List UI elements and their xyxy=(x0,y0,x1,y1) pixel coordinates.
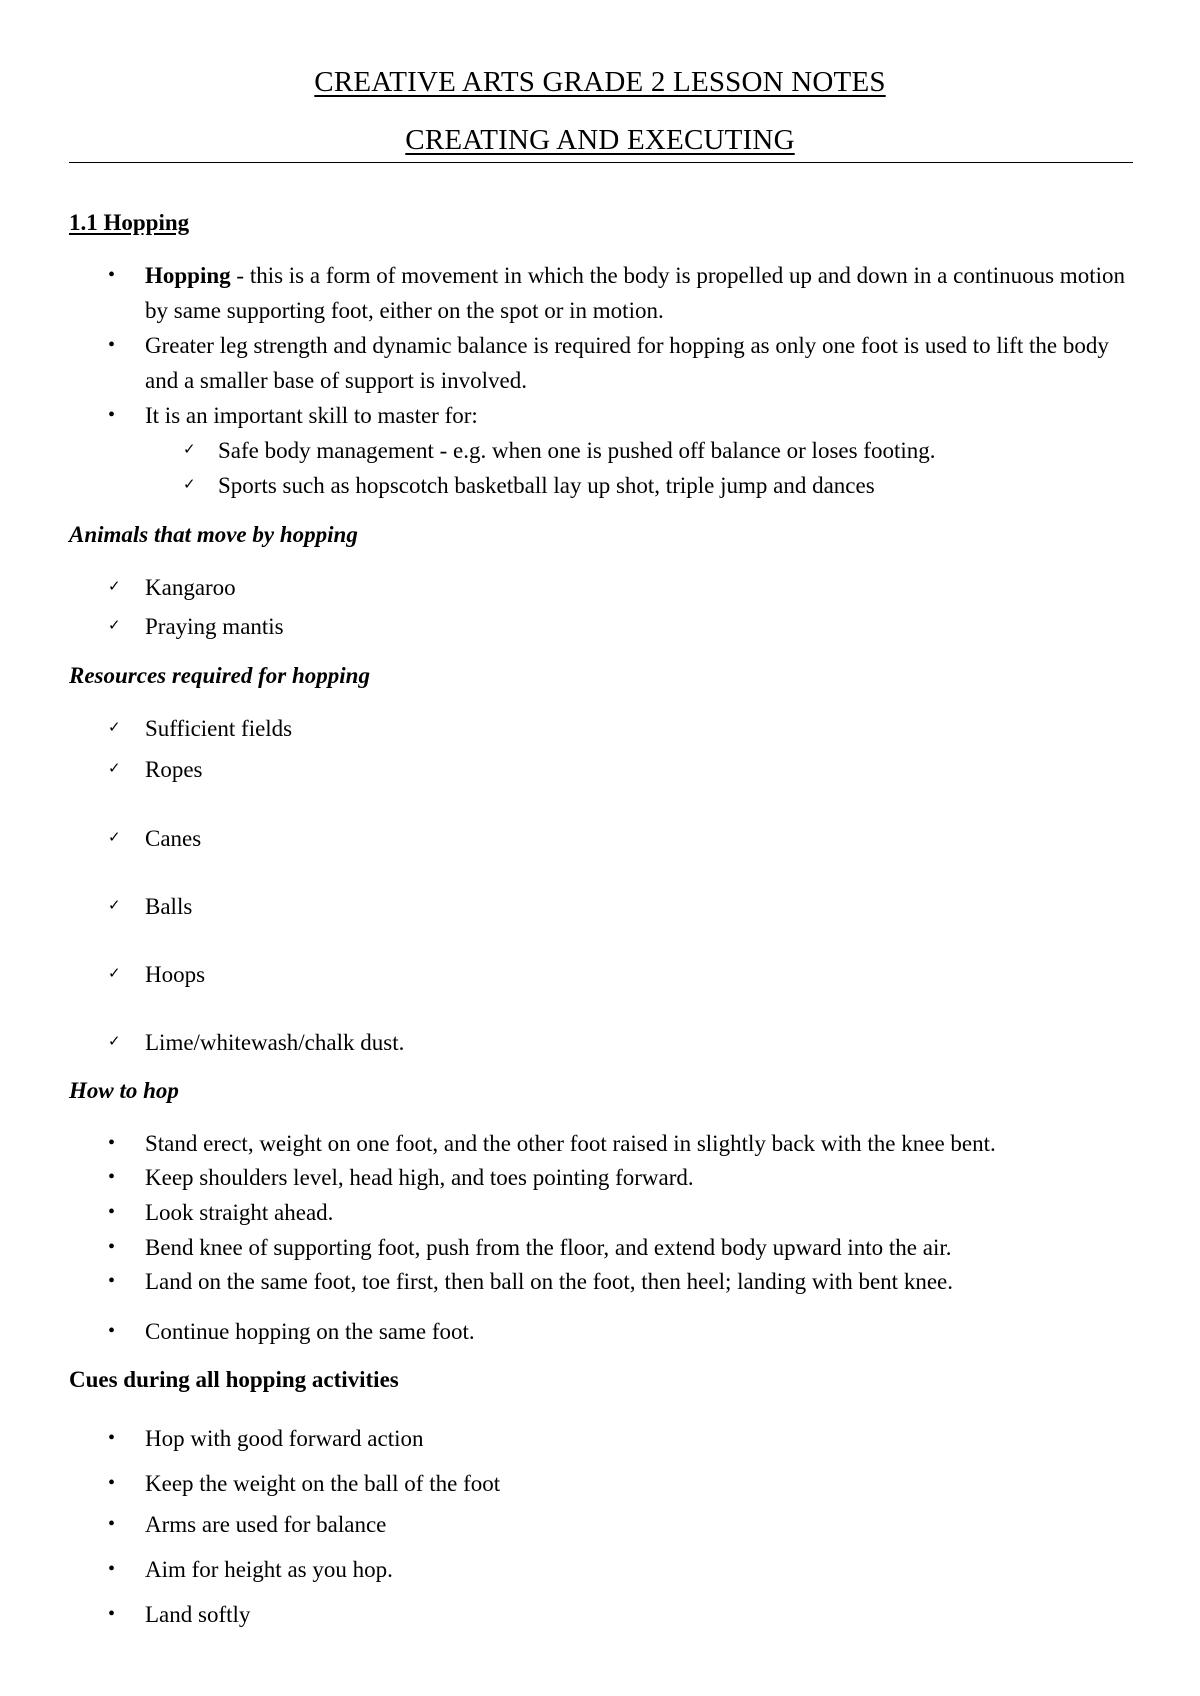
check-marker: ✓ xyxy=(108,579,121,595)
list-item: Stand erect, weight on one foot, and the other foot raised in slightly back with the knee bent. xyxy=(145,1131,996,1156)
bullet-marker: • xyxy=(108,334,116,356)
check-marker: ✓ xyxy=(183,477,196,493)
list-item: Sufficient fields xyxy=(145,716,293,741)
list-item: Land softly xyxy=(145,1602,251,1627)
list-item: Balls xyxy=(145,894,193,919)
list-item: Bend knee of supporting foot, push from the floor, and extend body upward into the air. xyxy=(145,1235,952,1260)
list-item: Look straight ahead. xyxy=(145,1200,334,1225)
check-marker: ✓ xyxy=(183,442,196,458)
list-item: Keep the weight on the ball of the foot xyxy=(145,1471,501,1496)
bullet-marker: • xyxy=(108,1472,116,1494)
document-title: CREATIVE ARTS GRADE 2 LESSON NOTES xyxy=(314,66,886,98)
list-item: Lime/whitewash/chalk dust. xyxy=(145,1030,405,1055)
hopping-definition xyxy=(145,258,1135,328)
bullet-marker: • xyxy=(108,1166,116,1188)
check-marker: ✓ xyxy=(108,618,121,634)
list-item: Hop with good forward action xyxy=(145,1426,424,1451)
section-heading-animals: Animals that move by hopping xyxy=(69,522,358,547)
list-item: It is an important skill to master for: xyxy=(145,403,478,428)
list-item: Ropes xyxy=(145,757,203,782)
sub-list-item: Safe body management - e.g. when one is pushed off balance or loses footing. xyxy=(218,438,936,463)
list-item: Greater leg strength and dynamic balance is required for hopping as only one foot is used to lift the body and a smaller base of support is involved. xyxy=(145,333,1109,393)
hopping-term: Hopping xyxy=(145,263,231,288)
list-item: Hoops xyxy=(145,962,206,987)
bullet-marker: • xyxy=(108,1270,116,1292)
bullet-marker: • xyxy=(108,1513,116,1535)
check-marker: ✓ xyxy=(108,720,121,736)
list-item: Praying mantis xyxy=(145,614,284,639)
section-heading-hopping: 1.1 Hopping xyxy=(69,210,190,235)
list-item: Keep shoulders level, head high, and toes pointing forward. xyxy=(145,1165,694,1190)
check-marker: ✓ xyxy=(108,898,121,914)
title-divider xyxy=(69,162,1133,163)
check-marker: ✓ xyxy=(108,1034,121,1050)
section-heading-how-to-hop: How to hop xyxy=(69,1078,179,1103)
bullet-marker: • xyxy=(108,1132,116,1154)
list-item: Canes xyxy=(145,826,202,851)
bullet-marker: • xyxy=(108,1603,116,1625)
list-item: Aim for height as you hop. xyxy=(145,1557,393,1582)
section-heading-resources: Resources required for hopping xyxy=(69,663,370,688)
check-marker: ✓ xyxy=(108,830,121,846)
bullet-marker: • xyxy=(108,404,116,426)
list-item: Land on the same foot, toe first, then ball on the foot, then heel; landing with bent knee. xyxy=(145,1269,953,1294)
bullet-marker: • xyxy=(108,1427,116,1449)
bullet-marker: • xyxy=(108,264,116,286)
section-heading-cues: Cues during all hopping activities xyxy=(69,1367,399,1392)
document-subtitle: CREATING AND EXECUTING xyxy=(405,124,795,156)
bullet-marker: • xyxy=(108,1558,116,1580)
bullet-marker: • xyxy=(108,1201,116,1223)
list-item: Kangaroo xyxy=(145,575,236,600)
bullet-marker: • xyxy=(108,1320,116,1342)
bullet-marker: • xyxy=(108,1236,116,1258)
hopping-definition-text: - this is a form of movement in which the body is propelled up and down in a continuous motion by same supporting foot, either on the spot or in motion. xyxy=(145,263,1125,323)
check-marker: ✓ xyxy=(108,761,121,777)
sub-list-item: Sports such as hopscotch basketball lay up shot, triple jump and dances xyxy=(218,473,875,498)
list-item: Continue hopping on the same foot. xyxy=(145,1319,475,1344)
list-item: Arms are used for balance xyxy=(145,1512,387,1537)
check-marker: ✓ xyxy=(108,966,121,982)
